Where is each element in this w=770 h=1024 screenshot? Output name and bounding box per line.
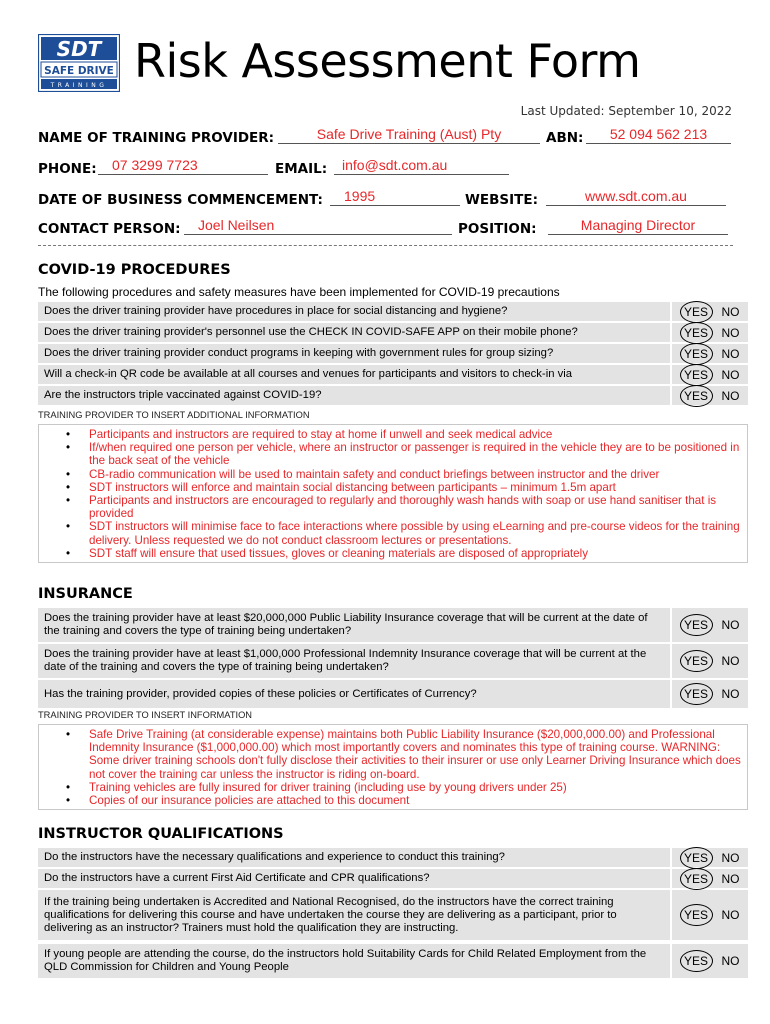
field-row-contact — [38, 217, 738, 237]
sdt-logo — [38, 34, 120, 92]
info-item: • Participants and instructors are required to stay at home if unwell and seek medical advice — [89, 428, 743, 441]
answer-cell — [672, 365, 748, 384]
field-row-date — [38, 188, 738, 208]
covid-question-row — [38, 344, 748, 363]
yes-option-selected[interactable]: YES — [680, 301, 713, 323]
question-text: Do the instructors have the necessary qualifications and experience to conduct this training? — [38, 848, 670, 867]
no-option[interactable]: NO — [721, 908, 740, 922]
covid-question-row — [38, 323, 748, 342]
instructor-questions — [38, 848, 748, 980]
logo-sub2-text: TRAINING — [50, 82, 108, 89]
date-label: DATE OF BUSINESS COMMENCEMENT: — [38, 192, 323, 208]
insurance-info-label: TRAINING PROVIDER TO INSERT INFORMATION — [38, 710, 253, 720]
answer-cell — [672, 680, 748, 708]
question-text: Has the training provider, provided copies of these policies or Certificates of Currency? — [38, 680, 670, 708]
abn-label: ABN: — [546, 130, 584, 146]
question-text: Do the instructors have a current First Aid Certificate and CPR qualifications? — [38, 869, 670, 888]
no-option[interactable]: NO — [721, 325, 740, 340]
answer-cell — [672, 890, 748, 940]
covid-intro: The following procedures and safety measures have been implemented for COVID-19 precautions — [38, 285, 560, 299]
instructor-question-row — [38, 869, 748, 888]
field-row-phone — [38, 157, 738, 177]
covid-heading: COVID-19 PROCEDURES — [38, 262, 231, 278]
phone-label: PHONE: — [38, 161, 97, 177]
field-row-provider — [38, 126, 738, 146]
question-text: Does the training provider have at least $1,000,000 Professional Indemnity Insurance coverage that will be current at the date of the training and covers the type of training being undertaken? — [38, 644, 670, 678]
insurance-questions — [38, 608, 748, 710]
question-text: If young people are attending the course, do the instructors hold Suitability Cards for Child Related Employment from the QLD Commission for Children and Young People — [38, 944, 670, 978]
info-item: • Participants and instructors are encouraged to regularly and thoroughly wash hands with soap or use hand sanitiser that is provided — [89, 494, 743, 520]
no-option[interactable]: NO — [721, 687, 740, 701]
question-text: Will a check-in QR code be available at all courses and venues for participants and visitors to check-in via — [38, 365, 670, 384]
yes-option-selected[interactable]: YES — [680, 950, 713, 972]
instructor-question-row — [38, 944, 748, 978]
covid-question-row — [38, 302, 748, 321]
no-option[interactable]: NO — [721, 850, 740, 865]
website-label: WEBSITE: — [465, 192, 538, 208]
yes-option-selected[interactable]: YES — [680, 683, 713, 705]
answer-cell — [672, 644, 748, 678]
insurance-question-row — [38, 608, 748, 642]
instructor-question-row — [38, 848, 748, 867]
yes-option-selected[interactable]: YES — [680, 364, 713, 386]
answer-cell — [672, 323, 748, 342]
no-option[interactable]: NO — [721, 388, 740, 403]
provider-label: NAME OF TRAINING PROVIDER: — [38, 130, 275, 146]
question-text: Does the driver training provider's personnel use the CHECK IN COVID-SAFE APP on their mobile phone? — [38, 323, 670, 342]
question-text: Does the driver training provider have procedures in place for social distancing and hygiene? — [38, 302, 670, 321]
position-label: POSITION: — [458, 221, 537, 237]
abn-field[interactable]: 52 094 562 213 — [586, 126, 731, 144]
insurance-heading: INSURANCE — [38, 586, 133, 602]
logo-sub1-text: SAFE DRIVE — [44, 65, 114, 77]
instructors-heading: INSTRUCTOR QUALIFICATIONS — [38, 826, 284, 842]
insurance-question-row — [38, 680, 748, 708]
email-label: EMAIL: — [275, 161, 328, 177]
question-text: Does the training provider have at least $20,000,000 Public Liability Insurance coverage that will be current at the date of the training and covers the type of training being undertaken? — [38, 608, 670, 642]
no-option[interactable]: NO — [721, 346, 740, 361]
date-field[interactable]: 1995 — [330, 188, 460, 206]
instructor-question-row — [38, 890, 748, 940]
section-divider — [38, 245, 733, 246]
answer-cell — [672, 869, 748, 888]
yes-option-selected[interactable]: YES — [680, 385, 713, 407]
info-item: • SDT instructors will enforce and maintain social distancing between participants – minimum 1.5m apart — [89, 481, 743, 494]
answer-cell — [672, 944, 748, 978]
yes-option-selected[interactable]: YES — [680, 322, 713, 344]
yes-option-selected[interactable]: YES — [680, 343, 713, 365]
answer-cell — [672, 386, 748, 405]
phone-field[interactable]: 07 3299 7723 — [98, 157, 268, 175]
covid-questions — [38, 302, 748, 407]
insurance-info-box[interactable] — [38, 724, 748, 810]
covid-question-row — [38, 365, 748, 384]
insurance-question-row — [38, 644, 748, 678]
contact-field[interactable]: Joel Neilsen — [184, 217, 452, 235]
covid-info-label: TRAINING PROVIDER TO INSERT ADDITIONAL INFORMATION — [38, 410, 310, 420]
position-field[interactable]: Managing Director — [548, 217, 728, 235]
no-option[interactable]: NO — [721, 367, 740, 382]
covid-info-box[interactable] — [38, 424, 748, 563]
no-option[interactable]: NO — [721, 618, 740, 632]
answer-cell — [672, 848, 748, 867]
question-text: Are the instructors triple vaccinated against COVID-19? — [38, 386, 670, 405]
logo-main-text: SDT — [56, 37, 102, 61]
info-item: • Safe Drive Training (at considerable expense) maintains both Public Liability Insurance ($20,000,000.00) and Professional Indemnity Insurance ($1,000,000.00) which most importantly covers and nominates this type of training course. WARNING: Some driver training schools don't fully disclose their activities to their insurer or use only Learner Driving Insurance which does not cover the training car unless the instructor is riding on-board. — [89, 728, 743, 781]
yes-option-selected[interactable]: YES — [680, 650, 713, 672]
no-option[interactable]: NO — [721, 304, 740, 319]
info-item: • SDT staff will ensure that used tissues, gloves or cleaning materials are disposed of appropriately — [89, 547, 743, 560]
email-field[interactable]: info@sdt.com.au — [334, 157, 509, 175]
question-text: If the training being undertaken is Accredited and National Recognised, do the instructors have the correct training qualifications for delivering this course and have undertaken the course they are delivering as a participant, prior to delivering as an instructor? Trainers must hold the qualification they are instructing. — [38, 890, 670, 940]
info-item: • CB-radio communication will be used to maintain safety and conduct briefings between instructor and the driver — [89, 468, 743, 481]
info-item: • Training vehicles are fully insured for driver training (including use by young drivers under 25) — [89, 781, 743, 794]
no-option[interactable]: NO — [721, 954, 740, 968]
info-item: • Copies of our insurance policies are attached to this document — [89, 794, 743, 807]
info-item: • SDT instructors will minimise face to face interactions where possible by using eLearning and pre-course videos for the training delivery. Unless requested we do not conduct classroom lectures or presentations. — [89, 520, 743, 546]
contact-label: CONTACT PERSON: — [38, 221, 181, 237]
answer-cell — [672, 608, 748, 642]
website-field[interactable]: www.sdt.com.au — [546, 188, 726, 206]
yes-option-selected[interactable]: YES — [680, 614, 713, 636]
yes-option-selected[interactable]: YES — [680, 868, 713, 890]
yes-option-selected[interactable]: YES — [680, 847, 713, 869]
info-item: • If/when required one person per vehicle, where an instructor or passenger is required in the vehicle they are to be positioned in the back seat of the vehicle — [89, 441, 743, 467]
provider-field[interactable]: Safe Drive Training (Aust) Pty — [278, 126, 540, 144]
question-text: Does the driver training provider conduct programs in keeping with government rules for group sizing? — [38, 344, 670, 363]
last-updated: Last Updated: September 10, 2022 — [520, 104, 732, 118]
no-option[interactable]: NO — [721, 871, 740, 886]
page-title: Risk Assessment Form — [134, 34, 641, 88]
yes-option-selected[interactable]: YES — [680, 904, 713, 926]
answer-cell — [672, 344, 748, 363]
no-option[interactable]: NO — [721, 654, 740, 668]
covid-question-row — [38, 386, 748, 405]
answer-cell — [672, 302, 748, 321]
